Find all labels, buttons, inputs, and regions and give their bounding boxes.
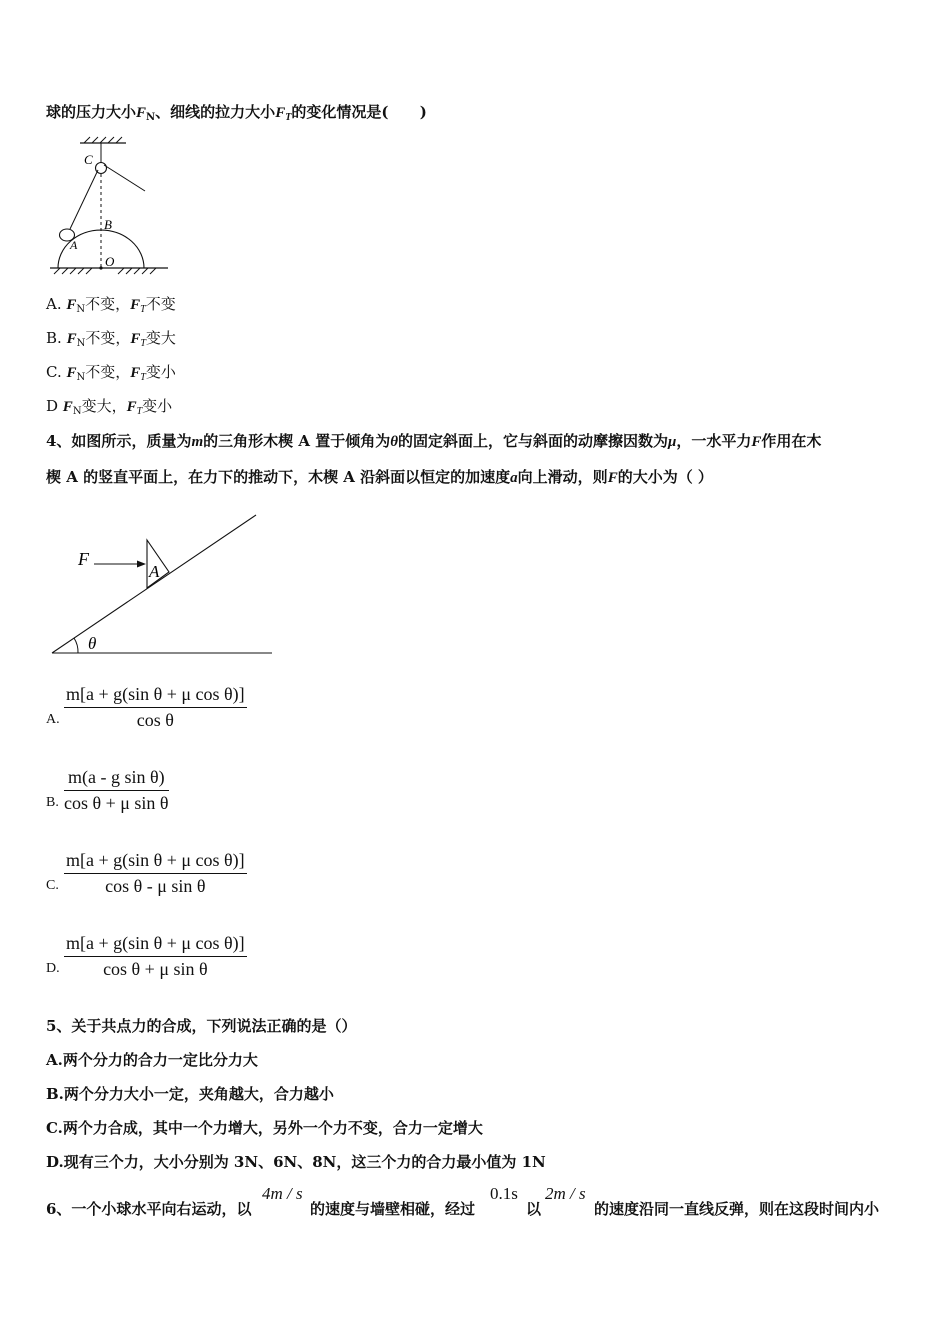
fraction-numerator: m[a + g(sin θ + μ cos θ)] bbox=[64, 684, 247, 708]
option-prefix: C. bbox=[46, 363, 67, 381]
option-text: 不变 bbox=[145, 295, 176, 313]
option-text: 变大， bbox=[81, 397, 127, 415]
fraction-denominator: cos θ bbox=[136, 710, 174, 730]
q4-text: 的三角形木楔 A 置于倾角为 bbox=[203, 432, 391, 450]
q3-stem-text-d: ) bbox=[419, 103, 427, 121]
q4-option-b-label[interactable]: B. bbox=[46, 795, 59, 810]
string-ball bbox=[70, 170, 98, 229]
fraction-numerator: m[a + g(sin θ + μ cos θ)] bbox=[64, 933, 247, 957]
accel-symbol: a bbox=[510, 470, 518, 486]
fn-subscript: N bbox=[76, 338, 86, 349]
label-theta: θ bbox=[88, 634, 97, 653]
ceiling-hatch bbox=[84, 137, 122, 143]
label-a: A bbox=[149, 562, 160, 581]
option-text: 不变， bbox=[85, 363, 131, 381]
fn-subscript: N bbox=[76, 372, 86, 383]
option-prefix: B. bbox=[46, 329, 67, 347]
force-symbol: F bbox=[607, 470, 618, 486]
q6-velocity-2: 2m / s bbox=[545, 1184, 586, 1203]
q4-text: 4、如图所示，质量为 bbox=[46, 432, 192, 450]
q4-option-a-label[interactable]: A. bbox=[46, 712, 60, 727]
q4-text: 的大小为（ ） bbox=[617, 468, 713, 486]
label-f: F bbox=[78, 549, 89, 569]
fraction-denominator: cos θ - μ sin θ bbox=[105, 876, 206, 896]
q4-option-a-fraction[interactable] bbox=[64, 684, 247, 731]
q4-option-d-fraction[interactable] bbox=[64, 933, 247, 980]
string-pull bbox=[104, 165, 145, 191]
ft-subscript: T bbox=[140, 338, 146, 349]
force-symbol: F bbox=[751, 434, 762, 450]
q4-text: 的固定斜面上，它与斜面的动摩擦因数为 bbox=[398, 432, 669, 450]
q6-time: 0.1s bbox=[490, 1184, 518, 1203]
q3-option-c[interactable] bbox=[46, 362, 176, 388]
fn-symbol: F bbox=[66, 331, 77, 347]
incline-line bbox=[52, 515, 256, 653]
option-text: 不变， bbox=[85, 329, 131, 347]
fn-symbol: F bbox=[66, 297, 77, 313]
q4-text: ，一水平力 bbox=[676, 432, 752, 450]
label-c: C bbox=[84, 152, 93, 167]
ft-subscript: T bbox=[140, 304, 146, 315]
q4-stem-line2 bbox=[46, 467, 713, 488]
fraction-denominator: cos θ + μ sin θ bbox=[64, 793, 169, 813]
q5-option-a[interactable]: A.两个分力的合力一定比分力大 bbox=[46, 1051, 258, 1069]
angle-arc bbox=[74, 638, 78, 653]
fn-subscript: N bbox=[72, 406, 82, 417]
q4-option-c-label[interactable]: C. bbox=[46, 878, 59, 893]
q5-option-b[interactable]: B.两个分力大小一定，夹角越大，合力越小 bbox=[46, 1085, 334, 1103]
label-a: A bbox=[70, 238, 78, 252]
q5-stem: 5、关于共点力的合成，下列说法正确的是（） bbox=[46, 1017, 357, 1035]
fraction-numerator: m(a - g sin θ) bbox=[64, 767, 169, 791]
option-text: 变小 bbox=[142, 397, 173, 415]
q3-option-b[interactable] bbox=[46, 328, 176, 354]
fraction-numerator: m[a + g(sin θ + μ cos θ)] bbox=[64, 850, 247, 874]
q4-figure bbox=[46, 505, 286, 665]
ft-symbol: F bbox=[130, 331, 141, 347]
label-b: B bbox=[104, 217, 112, 232]
mass-symbol: m bbox=[191, 434, 204, 450]
q6-text-a: 6、一个小球水平向右运动，以 bbox=[46, 1200, 252, 1218]
q4-option-d-label[interactable]: D. bbox=[46, 961, 60, 976]
ft-symbol: F bbox=[275, 105, 286, 121]
q4-option-c-fraction[interactable] bbox=[64, 850, 247, 897]
q3-stem-text-a: 球的压力大小 bbox=[46, 103, 137, 121]
fn-symbol: F bbox=[62, 399, 73, 415]
q6-text-c: 以 bbox=[526, 1200, 542, 1218]
option-text: 不变， bbox=[85, 295, 131, 313]
ft-subscript: T bbox=[140, 372, 146, 383]
option-prefix: A. bbox=[46, 295, 67, 313]
label-o: O bbox=[105, 254, 115, 269]
option-prefix: D bbox=[46, 397, 63, 415]
fn-symbol: F bbox=[66, 365, 77, 381]
q3-stem-text-b: 、细线的拉力大小 bbox=[155, 103, 276, 121]
q3-option-d[interactable] bbox=[46, 396, 172, 422]
q3-stem bbox=[46, 102, 427, 128]
mu-symbol: μ bbox=[668, 434, 677, 450]
q4-option-b-fraction[interactable] bbox=[64, 767, 169, 814]
q3-option-a[interactable] bbox=[46, 294, 176, 320]
q6-text-b: 的速度与墙壁相碰，经过 bbox=[310, 1200, 476, 1218]
q3-stem-text-c: 的变化情况是( bbox=[291, 103, 389, 121]
q5-option-d[interactable]: D.现有三个力，大小分别为 3N、6N、8N，这三个力的合力最小值为 1N bbox=[46, 1153, 546, 1171]
q6-text-d: 的速度沿同一直线反弹，则在这段时间内小 bbox=[594, 1200, 880, 1218]
theta-symbol: θ bbox=[390, 434, 399, 450]
fn-subscript: N bbox=[76, 304, 86, 315]
center-point bbox=[99, 266, 102, 269]
q4-text: 楔 A 的竖直平面上，在力下的推动下，木楔 A 沿斜面以恒定的加速度 bbox=[46, 468, 511, 486]
fn-symbol: F bbox=[136, 105, 147, 121]
option-text: 变大 bbox=[145, 329, 176, 347]
ft-symbol: F bbox=[130, 297, 141, 313]
fn-subscript: N bbox=[146, 112, 156, 123]
q4-text: 作用在木 bbox=[761, 432, 822, 450]
force-arrowhead bbox=[137, 561, 146, 568]
q6-velocity-1: 4m / s bbox=[262, 1184, 303, 1203]
q4-stem-line1 bbox=[46, 431, 821, 452]
ft-symbol: F bbox=[130, 365, 141, 381]
fraction-denominator: cos θ + μ sin θ bbox=[103, 959, 208, 979]
option-text: 变小 bbox=[145, 363, 176, 381]
ft-subscript: T bbox=[136, 406, 143, 417]
q4-text: 向上滑动，则 bbox=[517, 468, 608, 486]
ft-subscript: T bbox=[285, 112, 292, 123]
q5-option-c[interactable]: C.两个力合成，其中一个力增大，另外一个力不变，合力一定增大 bbox=[46, 1119, 483, 1137]
q3-figure bbox=[46, 135, 176, 280]
ft-symbol: F bbox=[126, 399, 137, 415]
